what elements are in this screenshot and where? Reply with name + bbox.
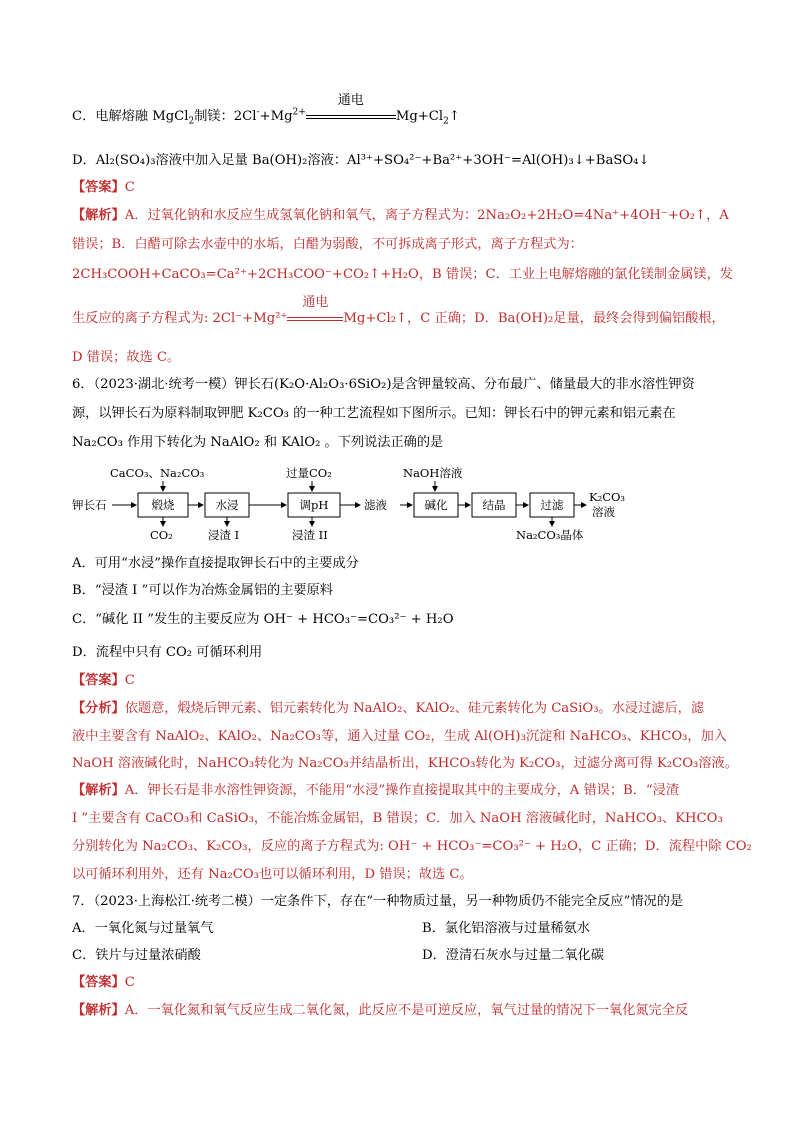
q5-option-c: C．电解熔融 MgCl$_2$制镁：$2Cl^-+Mg^{2+}$ 通电 $Mg+Cl_2↑$ (72, 93, 460, 127)
q6-answer: 【答案】C (72, 673, 135, 688)
flow-end-solution: 溶液 (592, 505, 615, 519)
q6-option-a: A．可用“水浸”操作直接提取钾长石中的主要成分 (72, 556, 359, 571)
flow-box-leach-label: 水浸 (215, 498, 239, 512)
q5-explanation-line-1: 【解析】A．过氧化钠和水反应生成氢氧化钠和氧气，离子方程式为：2Na₂O₂+2H₂O=4Na⁺+4OH⁻+O₂↑，A (72, 208, 729, 223)
q5-explanation-line-2: 错误；B．白醋可除去水壶中的水垢，白醋为弱酸，不可拆成离子形式，离子方程式为： (72, 237, 583, 252)
q6-option-c: C．“碱化 II ”发生的主要反应为 OH⁻ + HCO₃⁻=CO₃²⁻ + H₂O (72, 612, 454, 627)
flow-additive-1: CaCO₃、Na₂CO₃ (110, 466, 205, 480)
q6-explanation-line-4: 以可循环利用外，还有 Na₂CO₃也可以循环利用，D 错误；故选 C。 (72, 867, 473, 882)
q7-stem: 7．（2023·上海松江·统考二模）一定条件下，存在“一种物质过量，另一种物质仍不能完全反应”情况的是 (72, 894, 684, 909)
flow-box-crystal-label: 结晶 (482, 498, 506, 512)
flow-box-alkali-label: 碱化 (424, 498, 448, 512)
flow-out-residue-2: 浸渣 II (292, 528, 328, 542)
q6-option-d: D．流程中只有 CO₂ 可循环利用 (72, 645, 263, 660)
q7-answer: 【答案】C (72, 975, 135, 990)
flow-start: 钾长石 (72, 498, 107, 512)
q7-explanation-line-1: 【解析】A．一氧化氮和氧气反应生成二氧化氮，此反应不是可逆反应，氧气过量的情况下一氧化氮完全反 (72, 1003, 689, 1018)
q6-stem-line-1: 6．（2023·湖北·统考一模）钾长石(K₂O·Al₂O₃·6SiO₂)是含钾量较高、分布最广、储量最大的非水溶性钾资 (72, 377, 695, 392)
flow-box-calcine-label: 煅烧 (151, 498, 175, 512)
q7-option-c: C．铁片与过量浓硝酸 (72, 948, 201, 963)
flow-box-ph-label: 调pH (299, 498, 329, 512)
q6-analysis-line-1: 【分析】依题意，煅烧后钾元素、铝元素转化为 NaAlO₂、KAlO₂、硅元素转化为 CaSiO₃。水浸过滤后，滤 (72, 701, 705, 716)
q6-explanation-line-3: 分别转化为 Na₂CO₃、K₂CO₃，反应的离子方程式为: OH⁻ + HCO₃⁻=CO₃²⁻ + H₂O，C 正确；D．流程中除 CO₂ (72, 839, 752, 854)
flow-out-crystal: Na₂CO₃晶体 (516, 528, 584, 542)
q6-analysis-line-2: 液中主要含有 NaAlO₂、KAlO₂、Na₂CO₃等，通入过量 CO₂，生成 Al(OH)₃沉淀和 NaHCO₃、KHCO₃，加入 (72, 729, 727, 744)
q7-options-row-1 (72, 920, 590, 938)
q6-option-b: B．“浸渣 I ”可以作为冶炼金属铝的主要原料 (72, 583, 333, 598)
q5-explanation-line-3: 2CH₃COOH+CaCO₃=Ca²⁺+2CH₃COO⁻+CO₂↑+H₂O，B 错误；C．工业上电解熔融的氯化镁制金属镁，发 (72, 267, 733, 282)
flow-out-residue-1: 浸渣 I (208, 528, 240, 542)
flow-filtrate: 滤液 (364, 498, 387, 512)
flow-box-filter-label: 过滤 (540, 498, 564, 512)
q7-option-b: B．氯化铝溶液与过量稀氨水 (422, 921, 590, 936)
q7-option-a: A．一氧化氮与过量氧气 (72, 921, 214, 936)
q6-stem-line-3: Na₂CO₃ 作用下转化为 NaAlO₂ 和 KAlO₂ 。下列说法正确的是 (72, 435, 444, 450)
flow-additive-4: NaOH溶液 (403, 466, 463, 480)
q5-explanation-line-5: D 错误；故选 C。 (72, 350, 181, 365)
q5-option-d: D．Al₂(SO₄)₃溶液中加入足量 Ba(OH)₂溶液：Al³⁺+SO₄²⁻+Ba²⁺+3OH⁻=Al(OH)₃↓+BaSO₄↓ (72, 153, 650, 168)
q6-explanation-line-1: 【解析】A．钾长石是非水溶性钾资源，不能用“水浸”操作直接提取其中的主要成分，A 错误；B．“浸渣 (72, 783, 680, 798)
q6-stem-line-2: 源，以钾长石为原料制取钾肥 K₂CO₃ 的一种工艺流程如下图所示。已知：钾长石中的钾元素和铝元素在 (72, 406, 676, 421)
q5-explanation-line-4: 生反应的离子方程式为: 2Cl⁻+Mg²⁺ 通电 Mg+Cl₂↑，C 正确；D．Ba(OH)₂足量，最终会得到偏铝酸根， (72, 295, 725, 326)
q6-analysis-line-3: NaOH 溶液碱化时，NaHCO₃转化为 Na₂CO₃并结晶析出，KHCO₃转化为 K₂CO₃，过滤分离可得 K₂CO₃溶液。 (72, 756, 738, 771)
q5-answer: 【答案】C (72, 180, 135, 195)
flow-end-product: K₂CO₃ (589, 490, 626, 504)
condition-arrow: 通电 (287, 310, 343, 328)
process-flow-diagram (70, 460, 650, 550)
flow-out-co2: CO₂ (150, 528, 173, 542)
flow-additive-3: 过量CO₂ (286, 466, 332, 480)
q7-option-d: D．澄清石灰水与过量二氧化碳 (422, 948, 605, 963)
q6-explanation-line-2: I ”主要含有 CaCO₃和 CaSiO₃，不能冶炼金属铝，B 错误；C．加入 NaOH 溶液碱化时，NaHCO₃、KHCO₃ (72, 811, 723, 826)
condition-arrow: 通电 (306, 108, 396, 126)
q7-options-row-2 (72, 947, 605, 965)
